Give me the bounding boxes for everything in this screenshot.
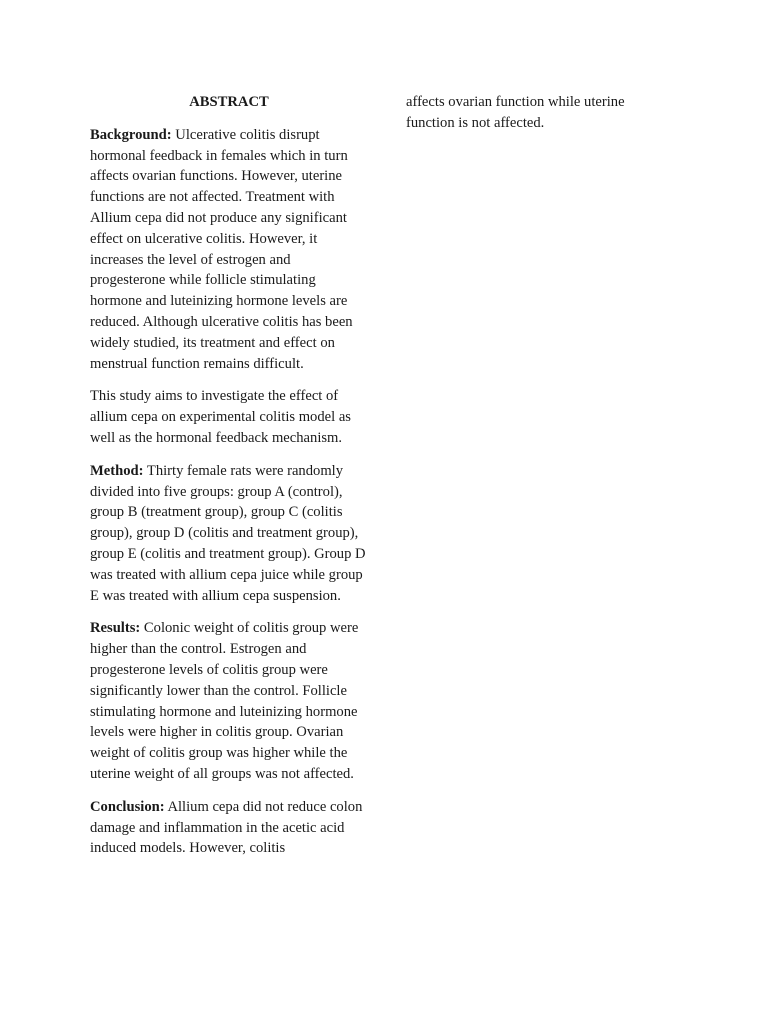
results-label: Results: [90, 620, 141, 637]
conclusion-text: Allium cepa did not reduce colon damage and inflammation in the acetic acid induced models. However, colitis [90, 798, 363, 857]
abstract-heading: ABSTRACT [189, 94, 269, 110]
background-label: Background: [90, 126, 172, 143]
aim-paragraph: This study aims to investigate the effect of allium cepa on experimental colitis model as well as the hormonal feedback mechanism. [90, 388, 351, 446]
conclusion-paragraph [90, 797, 368, 859]
method-paragraph [90, 461, 368, 607]
background-paragraph [90, 125, 368, 375]
background-text: Ulcerative colitis disrupt hormonal feedback in females which in turn affects ovarian functions. However, uterine functions are not affected. Treatment with Allium cepa did not produce any significant effect on ulcerative colitis. However, it increases the level of estrogen and progesterone while follicle stimulating hormone and luteinizing hormone levels are reduced. Although ulcerative colitis has been widely studied, its treatment and effect on menstrual function remains difficult. [90, 126, 353, 372]
left-column [90, 92, 368, 871]
results-text: Colonic weight of colitis group were higher than the control. Estrogen and progesterone levels of colitis group were significantly lower than the control. Follicle stimulating hormone and luteinizing hormone levels were higher in colitis group. Ovarian weight of colitis group was higher while the uterine weight of all groups was not affected. [90, 620, 359, 782]
right-column [406, 92, 646, 146]
results-paragraph [90, 618, 368, 784]
method-label: Method: [90, 462, 144, 479]
method-text: Thirty female rats were randomly divided into five groups: group A (control), group B (treatment group), group C (colitis group), group D (colitis and treatment group), group E (colitis and treatment group). Group D was treated with allium cepa juice while group E was treated with allium cepa suspension. [90, 462, 366, 604]
conclusion-continuation: affects ovarian function while uterine function is not affected. [406, 94, 625, 131]
conclusion-label: Conclusion: [90, 798, 165, 815]
